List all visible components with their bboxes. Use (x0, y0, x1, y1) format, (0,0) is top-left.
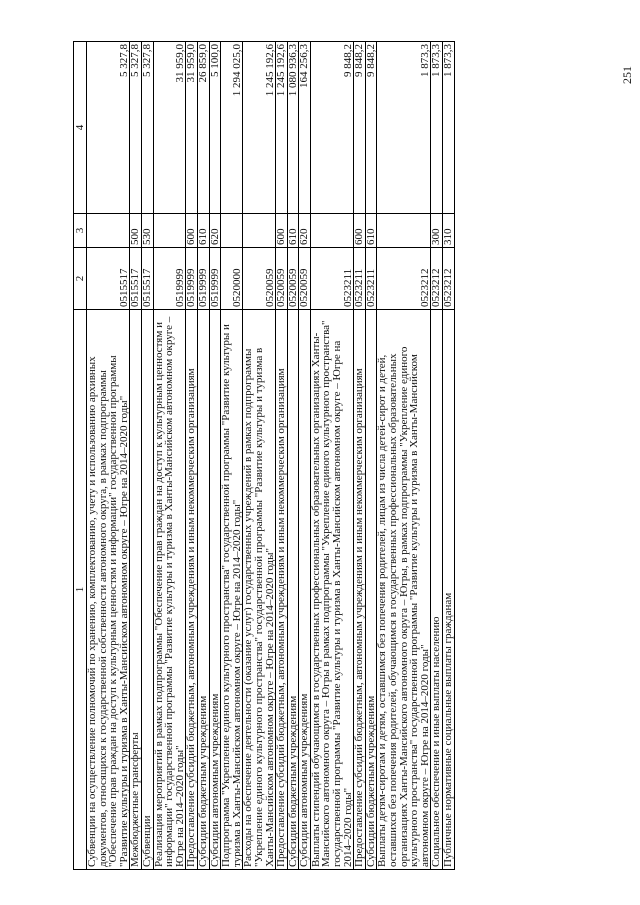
row-vr-cell: 610 (365, 214, 377, 248)
row-sum-cell: 1 080 936,3 (287, 42, 299, 214)
row-sum-cell: 31 959,0 (186, 42, 198, 214)
row-name-cell: Предоставление субсидий бюджетным, автономным учреждениям и иным некоммерческим организациям (186, 310, 198, 870)
row-vr-cell: 620 (209, 214, 221, 248)
row-name-cell: Подпрограмма "Укрепление единого культурного пространства" государственной программы "Развитие культуры и туризма в Ханты-Мансийском автономном округе – Югре на 2014–2020 годы" (221, 310, 243, 870)
row-sum-cell: 26 859,0 (197, 42, 209, 214)
row-name-cell: Расходы на обеспечение деятельности (оказание услуг) государственных учреждений в рамках подпрограммы "Укрепление единого культурного пространства" государственной программы "Развитие культуры и туризма в Ханты-Мансийском автономном округе – Югре на 2014–2020 годы" (243, 310, 276, 870)
table-row (141, 42, 153, 870)
row-vr-cell (377, 214, 431, 248)
row-name-cell: Предоставление субсидий бюджетным, автономным учреждениям и иным некоммерческим организациям (276, 310, 288, 870)
row-name-cell: Выплаты детям-сиротам и детям, оставшимся без попечения родителей, лицам из числа детей-сирот и детей, оставшихся без попечения родителей, обучающимся в государственных профессиональных образовательных организациях Ханты-Мансийского автономного округа – Югры, в рамках подпрограммы "Укрепление единого культурного пространства" государственной программы "Развитие культуры и туризма в Ханты-Мансийском автономном округе – Югре на 2014–2020 годы" (377, 310, 431, 870)
table-row (443, 42, 455, 870)
row-name-cell: Субсидии автономным учреждениям (299, 310, 311, 870)
row-code-cell: 0520059 (276, 248, 288, 310)
row-code-cell: 0523212 (443, 248, 455, 310)
row-name-cell: Субсидии бюджетным учреждениям (197, 310, 209, 870)
row-vr-cell: 600 (276, 214, 288, 248)
row-sum-cell: 5 327,8 (87, 42, 130, 214)
row-sum-cell: 9 848,2 (310, 42, 353, 214)
row-name-cell: Субсидии бюджетным учреждениям (287, 310, 299, 870)
row-vr-cell (87, 214, 130, 248)
row-name-cell: Субсидии бюджетным учреждениям (365, 310, 377, 870)
row-code-cell: 0520000 (221, 248, 243, 310)
row-code-cell: 0519999 (209, 248, 221, 310)
row-code-cell: 0519999 (153, 248, 186, 310)
row-sum-cell: 5 100,0 (209, 42, 221, 214)
row-vr-cell: 500 (130, 214, 142, 248)
row-sum-cell: 9 848,2 (354, 42, 366, 214)
row-code-cell: 0520059 (243, 248, 276, 310)
row-code-cell: 0519999 (197, 248, 209, 310)
table-row (197, 42, 209, 870)
row-vr-cell: 530 (141, 214, 153, 248)
table-row (153, 42, 186, 870)
row-name-cell: Реализация мероприятий в рамках подпрограммы "Обеспечение прав граждан на доступ к культурным ценностям и информации" государственной программы "Развитие культуры и туризма в Ханты-Мансийском автономном округе – Югре на 2014–2020 годы" (153, 310, 186, 870)
table-row (287, 42, 299, 870)
row-name-cell: Выплаты стипендий обучающимся в государственных профессиональных образовательных организациях Ханты-Мансийского автономного округа – Югры в рамках подпрограммы "Укрепление единого культурного пространства" государственной программы "Развитие культуры и туризма в Ханты-Мансийском автономном округе – Югре на 2014–2020 годы" (310, 310, 353, 870)
row-sum-cell: 1 873,3 (377, 42, 431, 214)
rotated-table-wrapper (73, 42, 623, 870)
row-vr-cell (243, 214, 276, 248)
row-name-cell: Субсидии автономным учреждениям (209, 310, 221, 870)
row-code-cell: 0523211 (365, 248, 377, 310)
row-code-cell: 0523212 (431, 248, 443, 310)
table-row (221, 42, 243, 870)
row-vr-cell (153, 214, 186, 248)
page-number-text: 251 (620, 66, 634, 84)
row-code-cell: 0523211 (354, 248, 366, 310)
table-row (431, 42, 443, 870)
table-row (299, 42, 311, 870)
row-code-cell: 0520059 (299, 248, 311, 310)
row-code-cell: 0523211 (310, 248, 353, 310)
row-vr-cell: 310 (443, 214, 455, 248)
row-sum-cell: 1 294 025,0 (221, 42, 243, 214)
row-sum-cell: 31 959,0 (153, 42, 186, 214)
row-vr-cell: 620 (299, 214, 311, 248)
row-code-cell: 0515517 (130, 248, 142, 310)
row-sum-cell: 1 873,3 (443, 42, 455, 214)
table-row (243, 42, 276, 870)
row-code-cell: 0519999 (186, 248, 198, 310)
row-vr-cell: 610 (287, 214, 299, 248)
row-name-cell: Межбюджетные трансферты (130, 310, 142, 870)
header-row (74, 42, 87, 870)
row-name-cell: Субвенции на осуществление полномочий по хранению, комплектованию, учету и использованию архивных документов, относящихся к государственной собственности автономного округа, в рамках подпрограммы "Обеспечение прав граждан на доступ к культурным ценностям и информации" государственной программы "Развитие культуры и туризма в Ханты-Мансийском автономном округе – Югре на 2014–2020 годы" (87, 310, 130, 870)
row-code-cell: 0515517 (141, 248, 153, 310)
header-col-2: 2 (74, 248, 87, 310)
table-row (130, 42, 142, 870)
row-vr-cell: 600 (354, 214, 366, 248)
table-row (209, 42, 221, 870)
row-vr-cell: 610 (197, 214, 209, 248)
table-row (87, 42, 130, 870)
row-sum-cell: 9 848,2 (365, 42, 377, 214)
row-sum-cell: 1 245 192,6 (276, 42, 288, 214)
row-name-cell: Социальное обеспечение и иные выплаты населению (431, 310, 443, 870)
table-row (365, 42, 377, 870)
row-sum-cell: 5 327,8 (130, 42, 142, 214)
budget-table (73, 41, 455, 870)
row-sum-cell: 1 245 192,6 (243, 42, 276, 214)
header-col-1: 1 (74, 310, 87, 870)
table-row (377, 42, 431, 870)
row-sum-cell: 1 873,3 (431, 42, 443, 214)
row-vr-cell: 300 (431, 214, 443, 248)
row-code-cell: 0520059 (287, 248, 299, 310)
header-col-3: 3 (74, 214, 87, 248)
row-code-cell: 0515517 (87, 248, 130, 310)
table-row (310, 42, 353, 870)
row-sum-cell: 5 327,8 (141, 42, 153, 214)
row-code-cell: 0523212 (377, 248, 431, 310)
table-row (186, 42, 198, 870)
row-vr-cell (221, 214, 243, 248)
row-name-cell: Субвенции (141, 310, 153, 870)
row-sum-cell: 164 256,3 (299, 42, 311, 214)
table-row (276, 42, 288, 870)
row-vr-cell: 600 (186, 214, 198, 248)
table-row (354, 42, 366, 870)
row-name-cell: Публичные нормативные социальные выплаты гражданам (443, 310, 455, 870)
row-vr-cell (310, 214, 353, 248)
header-col-4: 4 (74, 42, 87, 214)
row-name-cell: Предоставление субсидий бюджетным, автономным учреждениям и иным некоммерческим организациям (354, 310, 366, 870)
